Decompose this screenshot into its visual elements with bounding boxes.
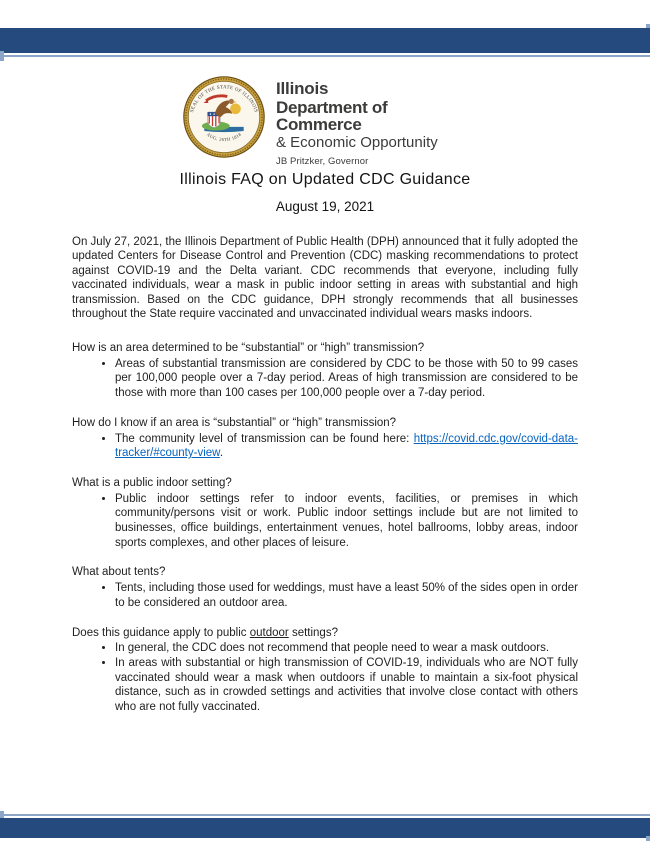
intro-paragraph: On July 27, 2021, the Illinois Department of Public Health (DPH) announced that it fully adopted the updated Centers for Disease Control and Prevention (CDC) masking recommendations to protect against COVID-19 and the Delta variant. CDC recommends that everyone, including fully vaccinated individuals, wear a mask in public indoor setting in areas with substantial and high transmission. Based on the CDC guidance, DPH strongly recommends that all businesses throughout the State require vaccinated and unvaccinated individual wears masks indoors. bbox=[72, 235, 578, 321]
text-segment: . bbox=[219, 447, 224, 460]
text-segment: What is a public indoor setting? bbox=[72, 476, 232, 489]
footer-accent-line bbox=[0, 814, 650, 816]
faq-bullet bbox=[115, 641, 578, 656]
faq-section bbox=[72, 626, 578, 715]
text-segment: In general, the CDC does not recommend that people need to wear a mask outdoors. bbox=[115, 642, 550, 655]
faq-section bbox=[72, 416, 578, 461]
illinois-state-seal-icon bbox=[183, 76, 265, 158]
governor-line: JB Pritzker, Governor bbox=[276, 156, 369, 167]
seal-top-text: SEAL OF THE STATE OF ILLINOIS bbox=[190, 85, 258, 114]
faq-bullet bbox=[115, 492, 578, 551]
faq-section bbox=[72, 476, 578, 551]
underlined-text: outdoor bbox=[249, 626, 289, 639]
agency-logo-text bbox=[276, 76, 473, 167]
text-segment: What about tents? bbox=[72, 566, 166, 579]
cdc-covid-tracker-link[interactable]: https://covid.cdc.gov/covid-data-tracker/#county-view bbox=[115, 432, 578, 460]
faq-question bbox=[72, 476, 578, 491]
faq-bullet bbox=[115, 581, 578, 610]
faq-section bbox=[72, 565, 578, 610]
text-segment: In areas with substantial or high transmission of COVID-19, individuals who are NOT fully vaccinated should wear a mask when outdoors if unable to maintain a six-foot physical distance, such as in crowded settings and activities that involve close contact with others who are not fully vaccinated. bbox=[115, 656, 578, 714]
text-segment: Areas of substantial transmission are considered by CDC to be those with 50 to 99 cases per 100,000 people over a 7-day period. Areas of high transmission are considered to be those with more than 100 cases per 100,000 people over a 7-day period. bbox=[115, 357, 578, 400]
text-segment: Tents, including those used for weddings, must have a least 50% of the sides open in order to be considered an outdoor area. bbox=[115, 582, 578, 609]
agency-name-line1: Illinois bbox=[276, 79, 329, 98]
text-segment: How is an area determined to be “substantial” or “high” transmission? bbox=[72, 342, 425, 354]
seal-bottom-text: AUG. 26TH 1818 bbox=[205, 131, 243, 143]
faq-list bbox=[72, 341, 578, 730]
footer-accent-square bbox=[646, 836, 650, 841]
faq-bullet-list bbox=[72, 581, 578, 610]
faq-bullet bbox=[115, 656, 578, 715]
faq-bullet-list bbox=[72, 432, 578, 461]
page-title: Illinois FAQ on Updated CDC Guidance bbox=[179, 171, 471, 188]
page-date: August 19, 2021 bbox=[275, 199, 375, 214]
faq-question bbox=[72, 626, 578, 641]
text-segment: How do I know if an area is “substantial” or “high” transmission? bbox=[72, 416, 397, 429]
faq-question bbox=[72, 416, 578, 431]
faq-question bbox=[72, 565, 578, 580]
text-segment: Does this guidance apply to public bbox=[72, 626, 250, 639]
agency-logo bbox=[183, 76, 473, 167]
agency-name-line3: & Economic Opportunity bbox=[276, 134, 438, 151]
faq-question bbox=[72, 341, 578, 356]
faq-bullet bbox=[115, 357, 578, 401]
faq-section bbox=[72, 341, 578, 401]
header-accent-square bbox=[0, 51, 4, 61]
faq-bullet-list bbox=[72, 357, 578, 401]
text-segment: Public indoor settings refer to indoor events, facilities, or premises in which community/persons visit or work. Public indoor settings include but are not limited to businesses, office buildings, entertainment venues, hotel ballrooms, lobby areas, indoor sports complexes, and other places of leisure. bbox=[115, 492, 578, 549]
header-bar bbox=[0, 28, 650, 53]
text-segment: settings? bbox=[288, 626, 338, 639]
agency-name-line2: Department of Commerce bbox=[276, 98, 388, 134]
footer-bar bbox=[0, 818, 650, 838]
faq-bullet-list bbox=[72, 641, 578, 715]
faq-bullet-list bbox=[72, 492, 578, 551]
header-accent-line bbox=[0, 55, 650, 57]
faq-bullet bbox=[115, 432, 578, 461]
text-segment: The community level of transmission can be found here: bbox=[115, 432, 414, 445]
